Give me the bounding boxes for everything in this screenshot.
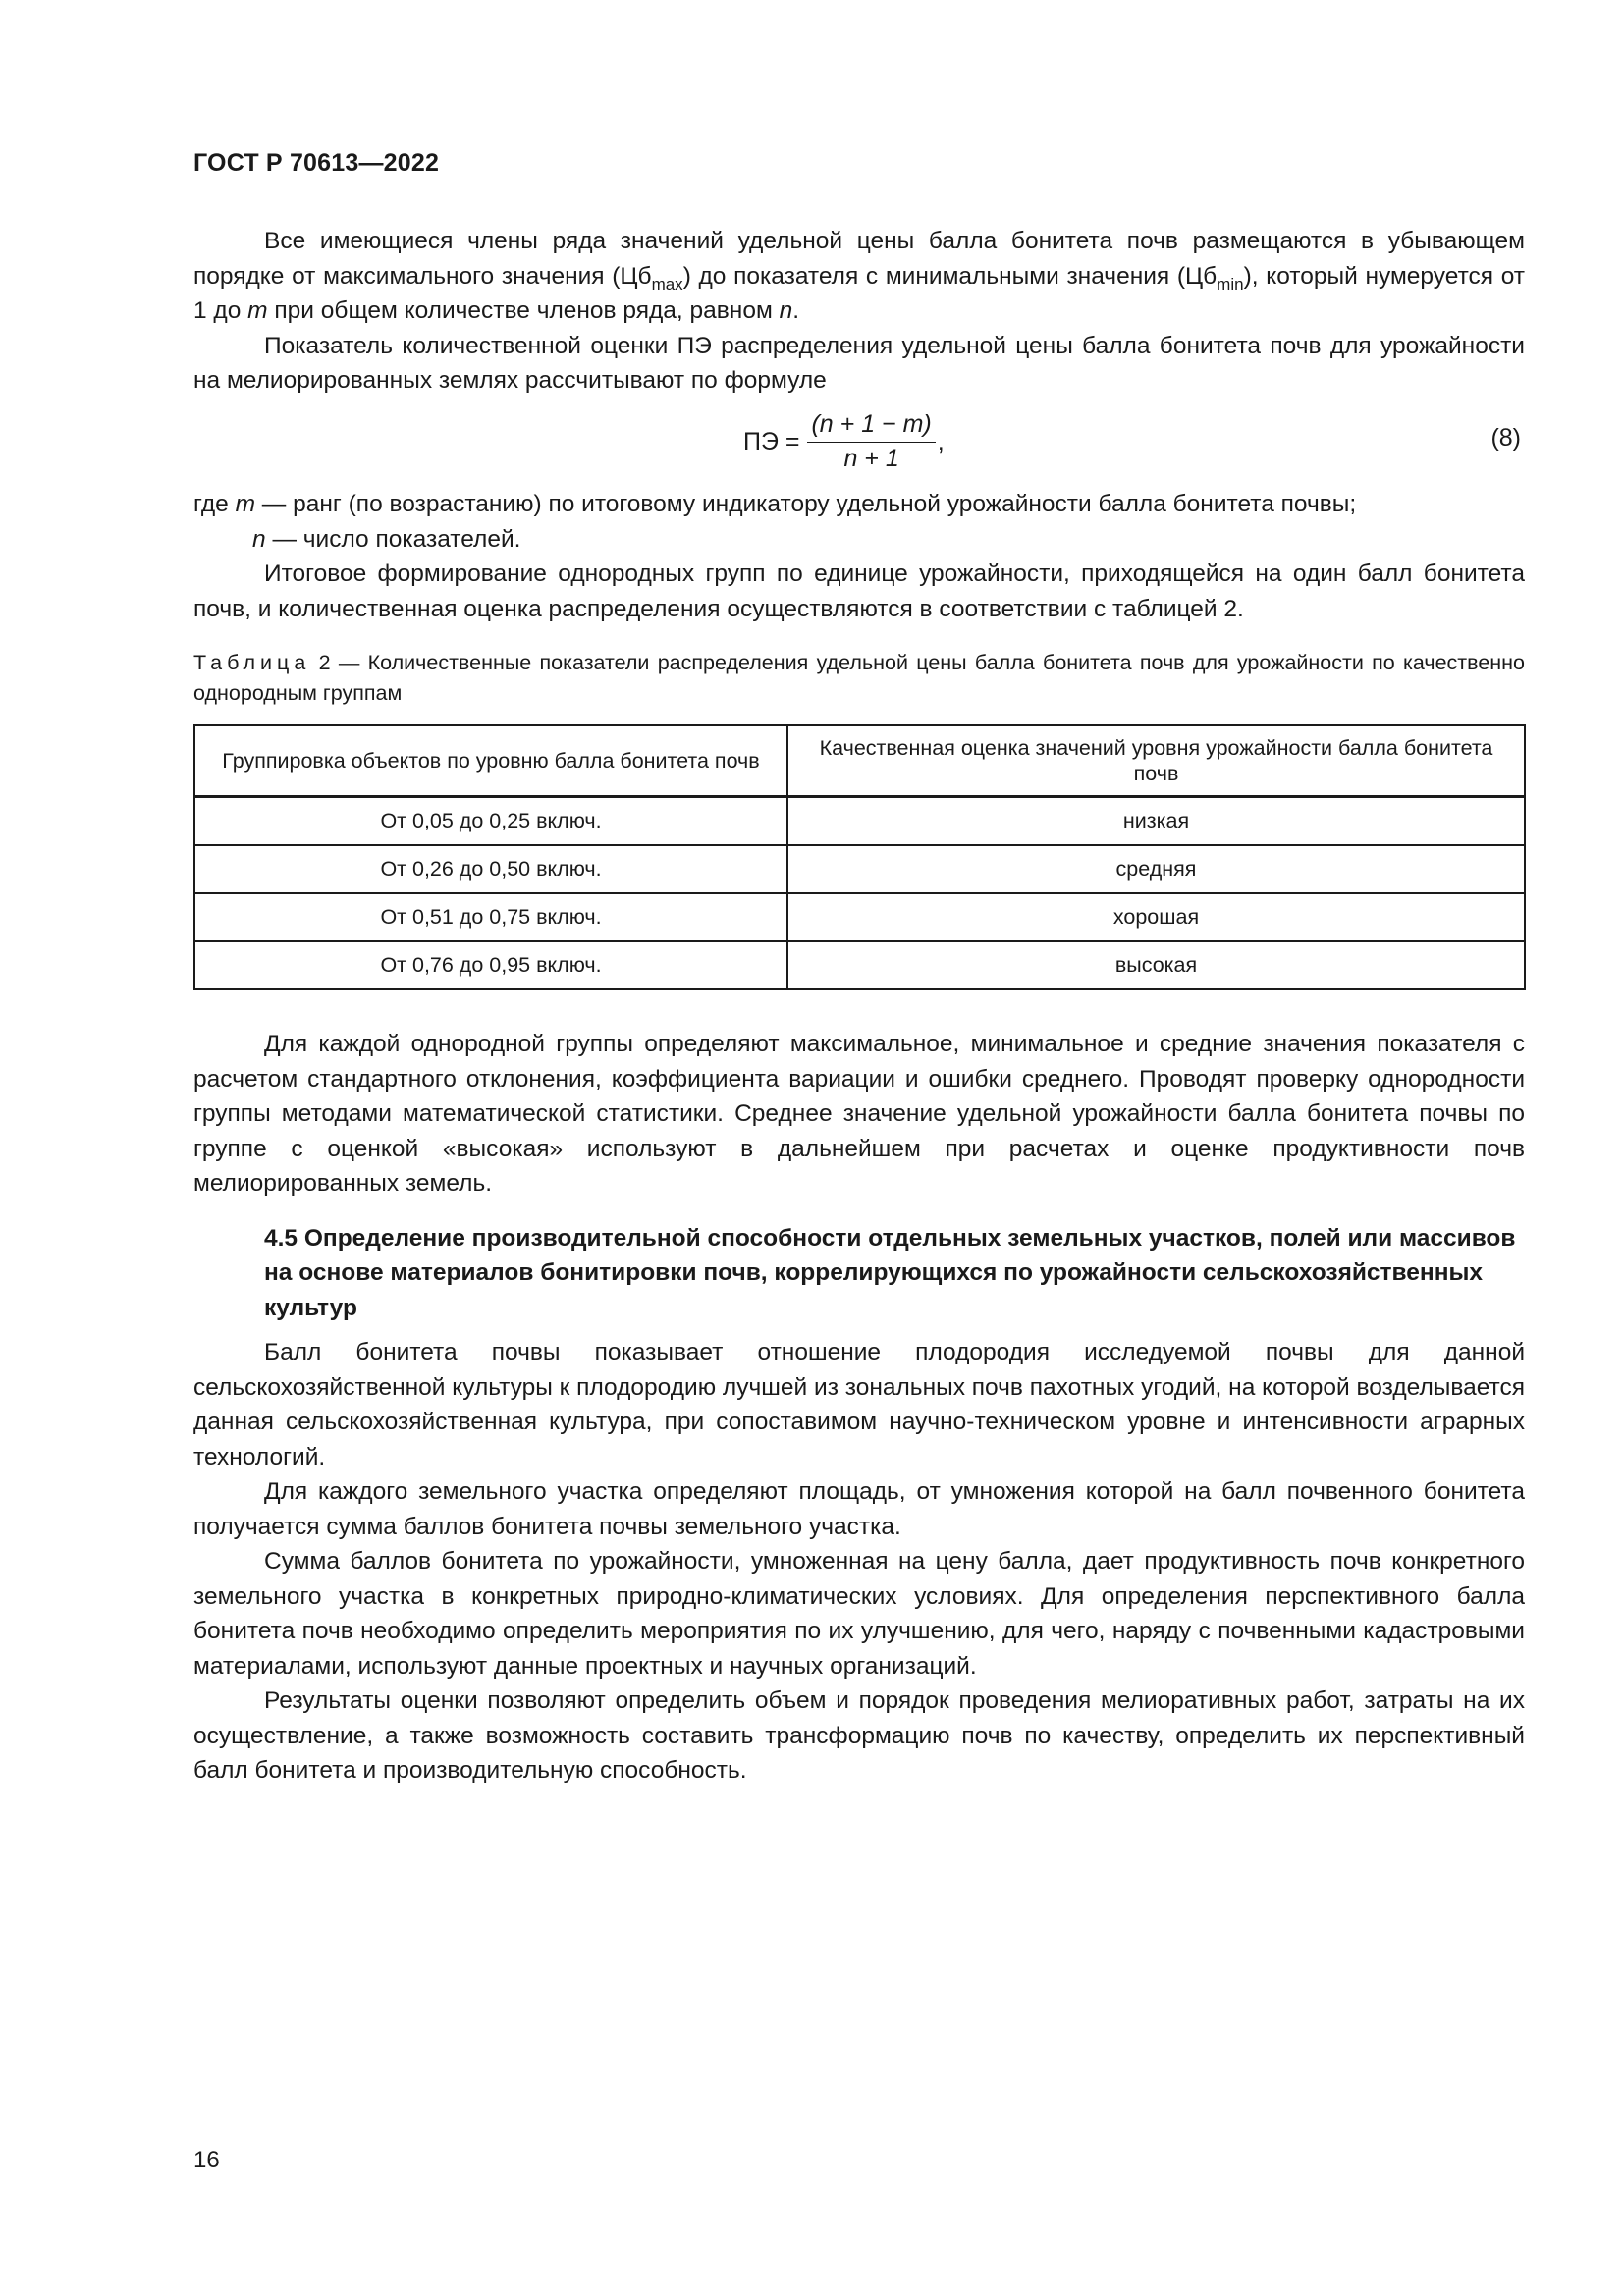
table-caption (193, 648, 1525, 709)
where-m: m (235, 491, 255, 517)
table-row (194, 893, 1525, 941)
where-m-desc: — ранг (по возрастанию) по итоговому индикатору удельной урожайности балла бонитета почвы; (255, 491, 1357, 517)
p1-text-d: при общем количестве членов ряда, равном (267, 297, 780, 324)
document-header: ГОСТ Р 70613—2022 (193, 149, 440, 177)
paragraph-table-ref: Итоговое формирование однородных групп по единице урожайности, приходящейся на один балл бонитета почв, и количественная оценка распределения осуществляются в соответствии с таблицей 2. (193, 561, 1525, 622)
formula-lhs: ПЭ = (743, 427, 800, 455)
table-row (194, 941, 1525, 989)
subscript-min: min (1217, 274, 1244, 294)
section-title-4-5: 4.5 Определение производительной способности отдельных земельных участков, полей или массивов на основе материалов бонитировки почв, коррелирующихся по урожайности сельскохозяйственных культур (264, 1224, 1516, 1321)
text-block-lower (193, 1027, 1525, 1789)
paragraph-results: Результаты оценки позволяют определить объем и порядок проведения мелиоративных работ, затраты на их осуществление, а также возможность составить трансформацию почв по качеству, определить их перспективный балл бонитета и производительную способность. (193, 1687, 1525, 1784)
subscript-max: max (651, 274, 683, 294)
table-header-grouping: Группировка объектов по уровню балла бонитета почв (194, 725, 787, 797)
paragraph-formula-intro: Показатель количественной оценки ПЭ распределения удельной цены балла бонитета почв для урожайности на мелиорированных землях рассчитывают по формуле (193, 332, 1525, 394)
table-cell-range: От 0,76 до 0,95 включ. (194, 941, 787, 989)
table-cell-range: От 0,26 до 0,50 включ. (194, 845, 787, 893)
p1-text-b: ) до показателя с минимальными значения (Цб (682, 262, 1218, 290)
page-number: 16 (193, 2147, 220, 2173)
formula-legend (193, 487, 1525, 626)
formula-numerator: (n + 1 − m) (807, 410, 935, 443)
paragraph-productivity: Сумма баллов бонитета по урожайности, умноженная на цену балла, дает продуктивность почв конкретного земельного участка в конкретных природно-климатических условиях. Для определения перспективного балла бонитета почв необходимо определить мероприятия по их улучшению, для чего, наряду с почвенными кадастровыми материалами, используют данные проектных и научных организаций. (193, 1548, 1525, 1680)
where-n-desc: — число показателей. (265, 525, 521, 553)
variable-n: n (779, 297, 793, 324)
paragraph-ranking (193, 224, 1525, 399)
table-header-quality: Качественная оценка значений уровня урожайности балла бонитета почв (787, 725, 1525, 797)
table-cell-grade: низкая (787, 797, 1525, 846)
table-cell-range: От 0,05 до 0,25 включ. (194, 797, 787, 846)
table-row (194, 797, 1525, 846)
variable-m: m (247, 297, 268, 324)
table-caption-label: Таблица (193, 651, 311, 674)
formula (743, 402, 945, 481)
formula-denominator: n + 1 (843, 445, 899, 472)
p1-text-c: ), который нумеруется от 1 до (193, 262, 1526, 324)
formula-fraction (807, 410, 935, 473)
paragraph-group-stats: Для каждой однородной группы определяют максимальное, минимальное и средние значения показателя с расчетом стандартного отклонения, коэффициента вариации и ошибки среднего. Проводят проверку однородности группы методами математической статистики. Среднее значение удельной урожайности балла бонитета почвы по группе с оценкой «высокая» используют в дальнейшем при расчетах и оценке продуктивности почв мелиорированных земель. (193, 1031, 1525, 1197)
paragraph-bonitet-score: Балл бонитета почвы показывает отношение плодородия исследуемой почвы для данной сельскохозяйственной культуры к плодородию лучшей из зональных почв пахотных угодий, на которой возделывается данная сельскохозяйственная культура, при сопоставимом научно-техническом уровне и интенсивности аграрных технологий. (193, 1339, 1525, 1470)
formula-block (193, 402, 1525, 481)
where-n: n (252, 525, 266, 553)
equation-number: (8) (1490, 424, 1521, 452)
table-header-row (194, 725, 1525, 797)
p1-text-e: . (792, 297, 800, 324)
table-cell-grade: хорошая (787, 893, 1525, 941)
table-cell-grade: высокая (787, 941, 1525, 989)
table-caption-text: 2 — Количественные показатели распределения удельной цены балла бонитета почв для урожайности по качественно однородным группам (193, 651, 1525, 705)
table-row (194, 845, 1525, 893)
where-prefix: где (193, 491, 236, 517)
formula-trail: , (937, 427, 945, 455)
paragraph-plot-area: Для каждого земельного участка определяют площадь, от умножения которой на балл почвенного бонитета получается сумма баллов бонитета почвы земельного участка. (193, 1478, 1525, 1540)
table-cell-grade: средняя (787, 845, 1525, 893)
table-2 (193, 724, 1526, 990)
p1-text-a: Все имеющиеся члены ряда значений удельной цены балла бонитета почв размещаются в убывающем порядке от максимального значения (Цб (193, 228, 1525, 290)
table-cell-range: От 0,51 до 0,75 включ. (194, 893, 787, 941)
